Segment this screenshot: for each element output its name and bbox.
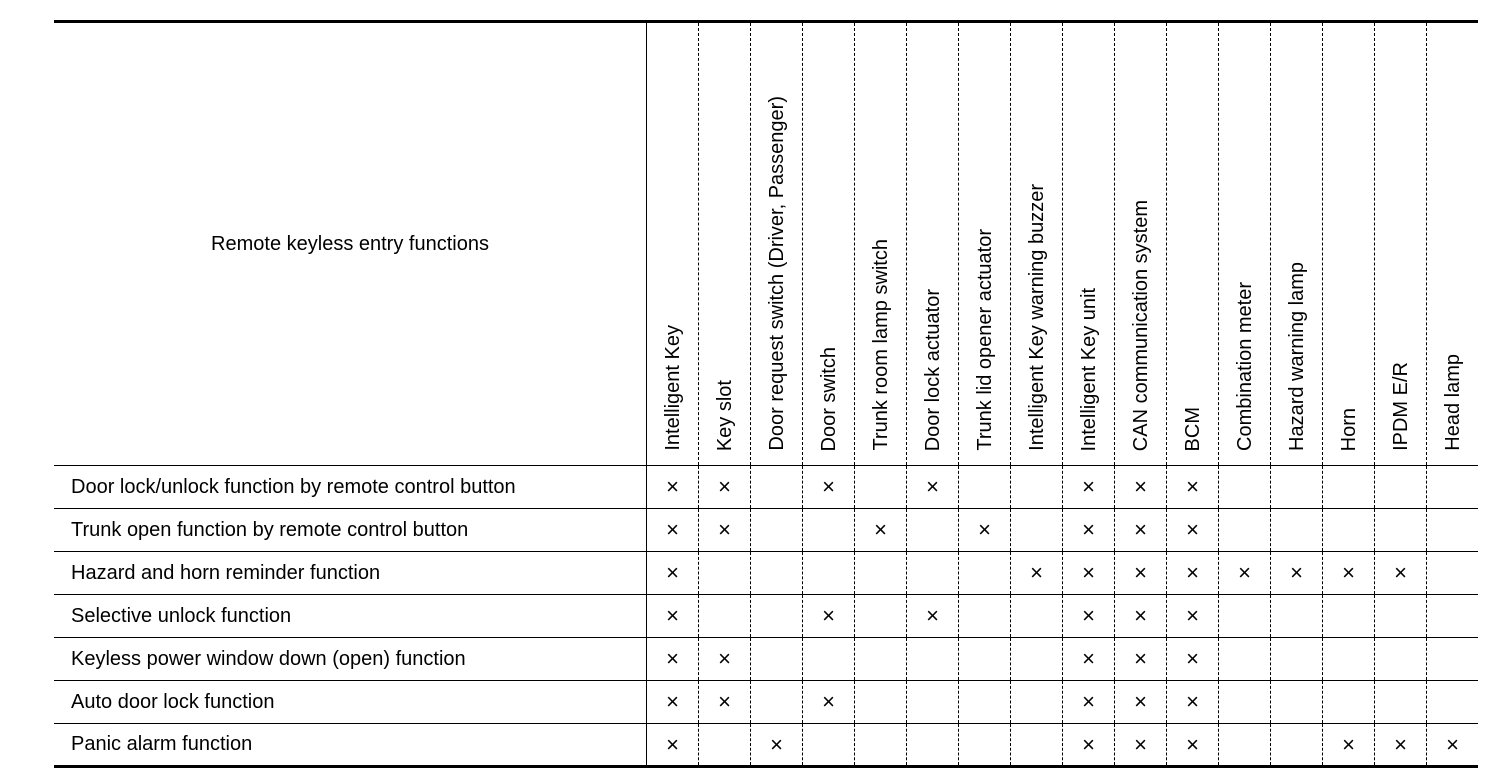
mark-cell: × — [803, 466, 855, 509]
mark-cell — [959, 638, 1011, 681]
mark-cell — [907, 638, 959, 681]
row-label: Selective unlock function — [54, 595, 647, 638]
mark-cell — [1011, 466, 1063, 509]
mark-cell — [751, 509, 803, 552]
mark-cell — [1271, 638, 1323, 681]
mark-cell: × — [1167, 466, 1219, 509]
column-header — [907, 22, 959, 466]
mark-cell — [699, 552, 751, 595]
mark-cell — [855, 638, 907, 681]
mark-cell: × — [699, 466, 751, 509]
mark-cell: × — [1063, 638, 1115, 681]
mark-cell: × — [1323, 724, 1375, 767]
mark-cell — [1323, 638, 1375, 681]
mark-cell: × — [1063, 466, 1115, 509]
table-row — [54, 638, 1478, 681]
column-header-label: Intelligent Key warning buzzer — [1025, 184, 1048, 451]
mark-cell — [959, 595, 1011, 638]
mark-cell: × — [1115, 552, 1167, 595]
column-header — [751, 22, 803, 466]
mark-cell — [1219, 595, 1271, 638]
mark-cell: × — [647, 681, 699, 724]
mark-cell: × — [647, 552, 699, 595]
column-header-label: Trunk lid opener actuator — [973, 229, 996, 451]
table-title: Remote keyless entry functions — [54, 22, 647, 466]
mark-cell — [1271, 724, 1323, 767]
remote-keyless-entry-table — [54, 20, 1478, 768]
function-table-container — [54, 20, 1464, 768]
column-header — [1167, 22, 1219, 466]
table-row — [54, 724, 1478, 767]
mark-cell — [1375, 681, 1427, 724]
table-row — [54, 681, 1478, 724]
mark-cell: × — [1167, 509, 1219, 552]
column-header — [1271, 22, 1323, 466]
mark-cell — [1219, 681, 1271, 724]
mark-cell — [1375, 509, 1427, 552]
mark-cell — [1219, 638, 1271, 681]
mark-cell — [959, 681, 1011, 724]
mark-cell: × — [803, 681, 855, 724]
mark-cell: × — [907, 595, 959, 638]
mark-cell: × — [751, 724, 803, 767]
table-row — [54, 466, 1478, 509]
mark-cell: × — [1011, 552, 1063, 595]
row-label: Keyless power window down (open) function — [54, 638, 647, 681]
row-label: Panic alarm function — [54, 724, 647, 767]
row-label: Trunk open function by remote control button — [54, 509, 647, 552]
mark-cell: × — [647, 724, 699, 767]
mark-cell — [855, 681, 907, 724]
column-header — [803, 22, 855, 466]
column-header — [699, 22, 751, 466]
mark-cell — [1427, 466, 1479, 509]
mark-cell — [1011, 595, 1063, 638]
mark-cell — [1427, 509, 1479, 552]
mark-cell: × — [699, 681, 751, 724]
mark-cell — [1219, 724, 1271, 767]
mark-cell — [1375, 595, 1427, 638]
mark-cell: × — [1167, 724, 1219, 767]
column-header-label: Head lamp — [1441, 354, 1464, 451]
mark-cell — [1323, 681, 1375, 724]
mark-cell — [699, 724, 751, 767]
mark-cell: × — [699, 638, 751, 681]
mark-cell — [959, 552, 1011, 595]
mark-cell: × — [855, 509, 907, 552]
mark-cell: × — [1063, 724, 1115, 767]
mark-cell: × — [1271, 552, 1323, 595]
column-header — [959, 22, 1011, 466]
row-label: Auto door lock function — [54, 681, 647, 724]
mark-cell — [959, 724, 1011, 767]
column-header — [1219, 22, 1271, 466]
mark-cell — [751, 638, 803, 681]
mark-cell: × — [647, 466, 699, 509]
mark-cell — [1375, 638, 1427, 681]
table-row — [54, 552, 1478, 595]
mark-cell: × — [1115, 595, 1167, 638]
mark-cell — [855, 552, 907, 595]
mark-cell: × — [1375, 724, 1427, 767]
mark-cell — [1011, 681, 1063, 724]
mark-cell — [907, 681, 959, 724]
mark-cell — [803, 724, 855, 767]
mark-cell: × — [1323, 552, 1375, 595]
mark-cell — [855, 724, 907, 767]
mark-cell: × — [1375, 552, 1427, 595]
mark-cell — [1427, 681, 1479, 724]
column-header-label: Horn — [1337, 407, 1360, 451]
mark-cell: × — [1115, 724, 1167, 767]
mark-cell: × — [1219, 552, 1271, 595]
column-header-label: Intelligent Key unit — [1077, 287, 1100, 451]
mark-cell — [1219, 466, 1271, 509]
mark-cell — [1011, 724, 1063, 767]
column-header-label: BCM — [1181, 406, 1204, 451]
column-header-label: Key slot — [713, 379, 736, 451]
mark-cell — [907, 552, 959, 595]
column-header-label: Door switch — [817, 346, 840, 451]
mark-cell: × — [647, 509, 699, 552]
mark-cell: × — [1167, 638, 1219, 681]
table-header-row — [54, 22, 1478, 466]
mark-cell — [1219, 509, 1271, 552]
mark-cell: × — [1167, 552, 1219, 595]
mark-cell: × — [1115, 638, 1167, 681]
mark-cell: × — [647, 638, 699, 681]
mark-cell — [1427, 595, 1479, 638]
column-header-label: IPDM E/R — [1389, 362, 1412, 451]
mark-cell — [1427, 638, 1479, 681]
column-header-label: Trunk room lamp switch — [869, 239, 892, 451]
column-header-label: Combination meter — [1233, 282, 1256, 451]
mark-cell: × — [1167, 595, 1219, 638]
mark-cell — [803, 552, 855, 595]
mark-cell — [1271, 681, 1323, 724]
column-header-label: Intelligent Key — [661, 325, 684, 451]
mark-cell: × — [907, 466, 959, 509]
mark-cell: × — [1063, 509, 1115, 552]
mark-cell — [803, 509, 855, 552]
column-header — [1427, 22, 1479, 466]
mark-cell — [699, 595, 751, 638]
row-label: Hazard and horn reminder function — [54, 552, 647, 595]
mark-cell: × — [959, 509, 1011, 552]
mark-cell: × — [1115, 681, 1167, 724]
table-row — [54, 509, 1478, 552]
mark-cell — [1011, 638, 1063, 681]
table-body — [54, 466, 1478, 767]
mark-cell: × — [1115, 466, 1167, 509]
mark-cell — [751, 595, 803, 638]
mark-cell — [1271, 595, 1323, 638]
column-header — [1375, 22, 1427, 466]
mark-cell — [907, 724, 959, 767]
column-header — [1323, 22, 1375, 466]
mark-cell: × — [1115, 509, 1167, 552]
mark-cell — [751, 681, 803, 724]
column-header-label: Hazard warning lamp — [1285, 262, 1308, 451]
column-header-label: CAN communication system — [1129, 199, 1152, 451]
mark-cell: × — [1063, 552, 1115, 595]
mark-cell: × — [1427, 724, 1479, 767]
column-header — [1115, 22, 1167, 466]
mark-cell — [959, 466, 1011, 509]
mark-cell — [751, 466, 803, 509]
mark-cell — [1427, 552, 1479, 595]
column-header-label: Door lock actuator — [921, 288, 944, 451]
mark-cell — [1323, 595, 1375, 638]
column-header — [855, 22, 907, 466]
mark-cell — [855, 466, 907, 509]
column-header — [647, 22, 699, 466]
mark-cell: × — [803, 595, 855, 638]
column-header-label: Door request switch (Driver, Passenger) — [765, 96, 788, 451]
mark-cell — [1323, 466, 1375, 509]
mark-cell: × — [1063, 595, 1115, 638]
column-header — [1011, 22, 1063, 466]
mark-cell — [1271, 509, 1323, 552]
mark-cell: × — [699, 509, 751, 552]
mark-cell — [855, 595, 907, 638]
table-row — [54, 595, 1478, 638]
mark-cell — [907, 509, 959, 552]
mark-cell: × — [1167, 681, 1219, 724]
mark-cell — [1375, 466, 1427, 509]
mark-cell: × — [1063, 681, 1115, 724]
mark-cell — [1011, 509, 1063, 552]
mark-cell — [751, 552, 803, 595]
column-header — [1063, 22, 1115, 466]
mark-cell — [803, 638, 855, 681]
mark-cell: × — [647, 595, 699, 638]
mark-cell — [1323, 509, 1375, 552]
row-label: Door lock/unlock function by remote control button — [54, 466, 647, 509]
mark-cell — [1271, 466, 1323, 509]
